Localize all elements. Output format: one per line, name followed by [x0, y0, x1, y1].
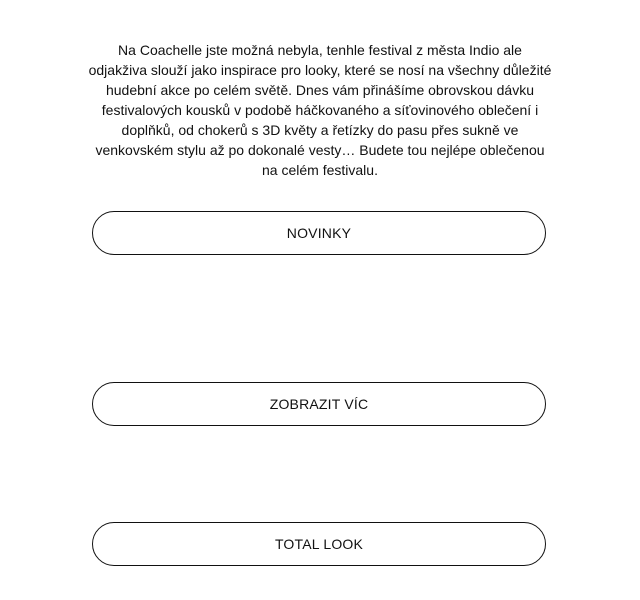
novinky-button[interactable]: NOVINKY [92, 211, 546, 255]
intro-paragraph: Na Coachelle jste možná nebyla, tenhle festival z města Indio ale odjakživa slouží jako inspirace pro looky, které se nosí na všechny důležité hudební akce po celém světě. Dnes vám přinášíme obrovskou dávku festivalových kousků v podobě háčkovaného a síťovinového oblečení i doplňků, od chokerů s 3D květy a řetízky do pasu přes sukně ve venkovském stylu až po dokonalé vesty… Budete tou nejlépe oblečenou na celém festivalu. [88, 42, 552, 178]
total-look-button[interactable]: TOTAL LOOK [92, 522, 546, 566]
zobrazit-vic-button[interactable]: ZOBRAZIT VÍC [92, 382, 546, 426]
